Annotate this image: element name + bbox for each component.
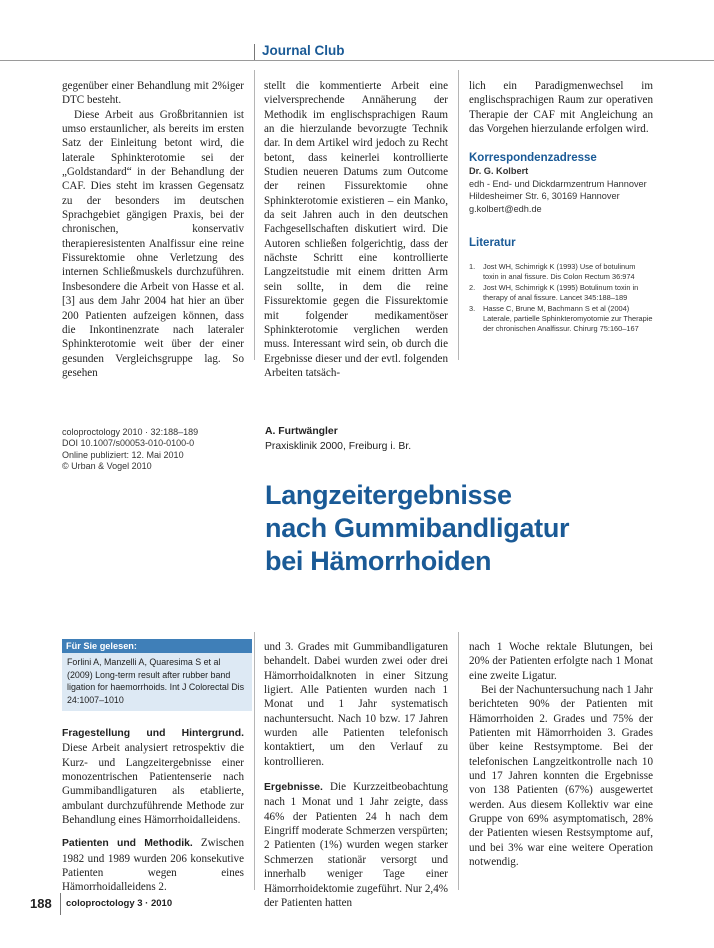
header-divider bbox=[254, 44, 255, 60]
top-column-1 bbox=[62, 79, 244, 380]
column-divider bbox=[458, 632, 459, 890]
meta-citation: coloproctology 2010 · 32:188–189 bbox=[62, 427, 199, 437]
box-heading: Für Sie gelesen: bbox=[62, 639, 252, 653]
title-line: nach Gummibandligatur bbox=[265, 513, 570, 543]
reading-box bbox=[62, 639, 252, 711]
correspondence-line: Hildesheimer Str. 6, 30169 Hannover bbox=[469, 191, 620, 202]
box-citation: Forlini A, Manzelli A, Quaresima S et al (2009) Long-term result after rubber band ligation for haemorrhoids. Int J Colorectal Dis 24:1007–1010 bbox=[62, 653, 252, 711]
paragraph: lich ein Paradigmenwechsel im englischsprachigen Raum zur operativen Therapie der CAF mit Angleichung an das Vorgehen hierzulande erfolgen wird. bbox=[469, 80, 653, 136]
header-rule bbox=[0, 60, 714, 61]
page-number: 188 bbox=[30, 896, 52, 911]
paragraph: stellt die kommentierte Arbeit eine vielversprechende Annäherung der Methodik im englischsprachigen Raum an die hierzulande bevorzugte Technik dar. In dem Artikel wird jedoch zu Recht betont, dass keinerlei kontrollierte Studien neueren Datums zum Outcome der reinen Fissurektomie ohne Sphinkterotomie existieren – ein Manko, da seit Jahren auch in den deutschen Fachgesellschaften diskutiert wird. Die Autoren schließen folgerichtig, dass der nächste Schritt eine kontrollierte Langzeitstudie mit einem dritten Arm sein sollte, in dem die reine Fissurektomie gegen die Fissurektomie mit folgender medikamentöser Sphinkterotomie verglichen werden muss. Interessant wird sein, ob durch die Ergebnisse dieser und der evtl. folgenden Arbeiten tatsäch- bbox=[264, 80, 448, 379]
bottom-column-2 bbox=[264, 640, 448, 910]
meta-online: Online publiziert: 12. Mai 2010 bbox=[62, 449, 184, 460]
correspondence-email[interactable]: g.kolbert@edh.de bbox=[469, 203, 542, 214]
paragraph: Bei der Nachuntersuchung nach 1 Jahr berichteten 90% der Patienten mit Hämorrhoiden 2. Grades und 75% der Patienten mit Hämorrhoiden 3. Grades über keine Restsymptome. Bei der telefonischen Langzeitkontrolle nach 10 und 17 Jahren konnten die Ergebnisse von 138 Patienten (67%) ausgewertet werden. Aus diesem Kollektiv war eine Gruppe von 69% asymptomatisch, 28% der Patienten wiesen Restsymptome auf, und bei 3% war eine weitere Operation notwendig. bbox=[469, 684, 653, 869]
footer-divider bbox=[60, 893, 61, 915]
reference-item: 3. Hasse C, Brune M, Bachmann S et al (2004) Laterale, partielle Sphinkteromyotomie zur Therapie der chronischen Analfissur. Chirurg 75:160–167 bbox=[469, 303, 653, 334]
top-column-2 bbox=[264, 79, 448, 380]
paragraph: gegenüber einer Behandlung mit 2%iger DTC besteht. bbox=[62, 80, 244, 107]
correspondence-line: edh - End- und Dickdarmzentrum Hannover bbox=[469, 178, 647, 189]
paragraph: Ergebnisse. Die Kurzzeitbeobachtung nach 1 Monat und 1 Jahr zeigte, dass 46% der Patienten 24 h nach dem Eingriff moderate Schmerzen verspürten; 2 Patienten (1%) wurden wegen starker Schmerzen stationär versorgt und innerhalb weniger Tage einer Hämorrhoidektomie zugeführt. Nur 2,4% der Patienten hatten bbox=[264, 781, 448, 909]
meta-doi: DOI 10.1007/s00053-010-0100-0 bbox=[62, 438, 195, 449]
paragraph: und 3. Grades mit Gummibandligaturen behandelt. Dabei wurden zwei oder drei Hämorrhoidalknoten in einer Sitzung ligiert. Alle Patienten wurden nach 1 Monat und 1 Jahr systematisch nachuntersucht. Nach 10 bzw. 17 Jahren wurden alle Patienten telefonisch kontaktiert, um den Verlauf zu kontrollieren. bbox=[264, 641, 448, 768]
bottom-column-1 bbox=[62, 726, 244, 895]
title-line: Langzeitergebnisse bbox=[265, 480, 512, 510]
literature-heading: Literatur bbox=[469, 237, 516, 249]
correspondence-name: Dr. G. Kolbert bbox=[469, 166, 529, 176]
paragraph: Diese Arbeit aus Großbritannien ist umso erstaunlicher, als bereits im ersten Satz der Einleitung betont wird, die laterale Sphinkterotomie sei der „Goldstandard“ in der Behandlung der CAF. Dies steht im krassen Gegensatz zu der besonders im deutschen Sprachgebiet gängigen Praxis, bei der chronischen, konservativ therapieresistenten Analfissur eine reine Fissurektomie ohne Verletzung des internen Schließmuskels durchzuführen. Insbesondere die Arbeit von Hasse et al. [3] aus dem Jahr 2004 hat hier an über 200 Patienten aufzeigen können, dass die Inkontinenzrate nach lateraler Sphinkterotomie weit über der einer gesunden Vergleichsgruppe lag. So gesehen bbox=[62, 108, 244, 379]
reference-item: 1. Jost WH, Schimrigk K (1993) Use of botulinum toxin in anal fissure. Dis Colon Rectum 36:974 bbox=[469, 262, 636, 282]
meta-copyright: © Urban & Vogel 2010 bbox=[62, 460, 152, 471]
column-divider bbox=[458, 70, 459, 360]
top-column-3 bbox=[469, 79, 653, 136]
reference-list bbox=[469, 262, 653, 335]
bottom-column-3 bbox=[469, 640, 653, 870]
article-meta bbox=[62, 427, 252, 472]
affiliation: Praxisklinik 2000, Freiburg i. Br. bbox=[265, 441, 412, 452]
footer-journal: coloproctology 3 · 2010 bbox=[66, 898, 173, 909]
reference-item: 2. Jost WH, Schimrigk K (1995) Botulinum toxin in therapy of anal fissure. Lancet 345:188–189 bbox=[469, 282, 639, 303]
correspondence-heading: Korrespondenzadresse bbox=[469, 152, 597, 164]
column-divider bbox=[254, 632, 255, 890]
author: A. Furtwängler bbox=[265, 426, 338, 437]
article-title bbox=[265, 479, 685, 578]
paragraph: Fragestellung und Hintergrund. Diese Arbeit analysiert retrospektiv die Kurz- und Langzeitergebnisse einer monozentrischen Patientenserie nach Gummibandligaturen als etablierte, ambulant durchzuführende Methode zur Behandlung eines Hämorrhoidalleidens. bbox=[62, 728, 244, 827]
title-line: bei Hämorrhoiden bbox=[265, 546, 492, 576]
column-divider bbox=[254, 70, 255, 360]
section-title: Journal Club bbox=[262, 43, 345, 58]
paragraph: Patienten und Methodik. Zwischen 1982 und 1989 wurden 206 konsekutive Patienten wegen eines Hämorrhoidalleidens 2. bbox=[62, 837, 244, 894]
paragraph: nach 1 Woche rektale Blutungen, bei 20% der Patienten erfolgte nach 1 Monat eine zweite Ligatur. bbox=[469, 641, 653, 682]
correspondence-block bbox=[469, 165, 659, 215]
